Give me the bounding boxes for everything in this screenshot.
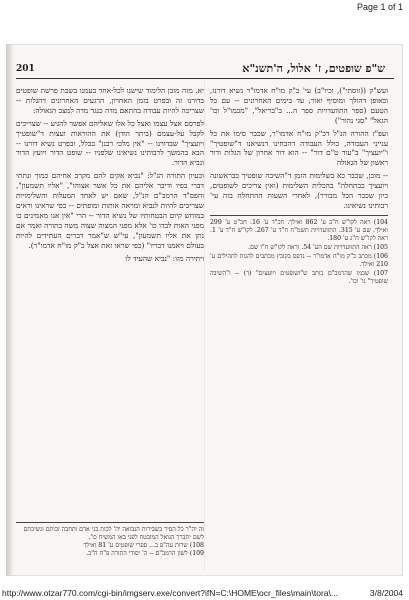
page-binding-shadow (6, 44, 14, 576)
footnote: זה יה"ר כל הסיר בשבירות הנבואה יה' לכות בני אדם ותחבה זכותם ונשיכתם לשם יתברך הגואל המובטח לפני באו המשיח כו'. (23, 526, 204, 541)
footnote: 104) ראה לקו"ש ח"ב ע' 862 ואילך. חכ"ד ע' 16. חכ"ט ע' 299 ואילך. שם ע' 315. התוועדויות תשמ"ח ח"ד ע' 267. לקו"ש ח"ד ע' 1. ראה לקו"ש ח"ג ע' 180. (210, 218, 388, 242)
page-of-indicator: Page 1 of 1 (356, 2, 403, 12)
footnote: 109) לשון הרמב"ם -- ה' יסודי התורה פ"ח ה"ב. (86, 550, 204, 557)
left-footnotes (16, 526, 204, 566)
print-date: 3/8/2004 (369, 588, 403, 598)
right-paragraph: ועש"ק ((זוסתי"), וכיו"ב) עי' כ"ק מו"ח אדמו"ר נשיא דורנו, ובאופן דהולך ומוסיף ואור, עד בימים האחרונים -- עם כל הטעם (ספר התוועדויות ספר ה... ב"בריאל", "מכמו"ל וכו' הגאל" "סגי נהור") (210, 86, 388, 125)
left-paragraph: יא. מזה מובן הלימוד שישנו לכל-אחד בעמנו בשבת פרשת שופטים בדורנו זה ובפרט בזמן האחרון, הרגעים האחרונים דהגלות -- שצריכה להיות עבודה בהתאם מדה כנגד מדה למצב הגאולה: (16, 86, 204, 115)
right-footnotes (210, 219, 388, 286)
footnote: 108) שרות עה"פ ב... ספרי שופטים ע' 81 ואילך (83, 542, 204, 549)
right-column (210, 86, 388, 551)
left-paragraph: לפרסם אצל עצמו ואצל כל אלו שאליהם אפשר להגיע -- שצריכים לקבל על-עצמם (ביתר הודן) את ההוראות ועצות ד"שופטיך ויועציך" שבדורנו -- "אין מלכי רבנן" בכלל, ובפרט נשיא דורנו -- הבא בהמשך לרבותינו נשיאינו שלפניו -- שופט הדור ויועץ הדור ונביא הדור. (16, 118, 204, 168)
footnote: 105) ראה התוועדויות שם הע' 54. וראה לקו"ש ח"ו שם. (248, 243, 388, 251)
page-header: ש"פ שופטים, ז' אלול, ה'תשנ"א (242, 62, 385, 75)
header-rule (16, 78, 394, 79)
right-paragraph: -- מובן, שכבר כא בשלימות הזמן ד"השיבה שופטיך כבראשונה ויועציך כבתחלה" בהכלית השלימות (ואין צריכים לשופטים, כיון שכבר הכל מבורר), לאחרי השעות ההתחלה בזה עי' רבותינו נשיאינו. (210, 171, 388, 210)
left-column (16, 86, 204, 518)
page-url: http://www.otzar770.com/cgi-bin/imgserv.exe/convert?ifN=C:\HOME\ocr_files\main\tora\... (2, 588, 338, 598)
page-number: 201 (16, 64, 35, 74)
footnote: 107) שכמו שהרמב"ם כותב ש"ושופטים ויועצים" (ד) -- ו"השיבה שופטיך" גו' וכו'. (210, 269, 388, 285)
right-paragraph: ועפ"ז ההורה הנ"ל דכ"ק מו"ח אדמו"ר, שכבר סימו את כל ענייני העבודה, כולל העבודה דהבחינו דנשיאנו ד"שופטיך" ו"יועציך" ב"עוד ט"ם דור" -- הוא דור אחרון של הגלות ודור ראשון של הגאולה (210, 128, 388, 168)
left-paragraph: ויתירה מזו: "נביא שהעיד לו (125, 253, 204, 263)
footnote-rule (210, 215, 388, 216)
column-gutter (204, 80, 205, 570)
footnote: 106) מכתב כ"ק מו"ח אדמו"ר -- נדפס בקובץ מכתבים להגות לתהילים ע' 210 ואילך. (210, 252, 388, 268)
footnote-rule (16, 522, 204, 523)
left-paragraph: וכעיון התורה הנ"ל: "נביא אקים להם מקרב אחיהם כמוך ונתתי דברי בפיו ודיבר אליהם את כל אשר אצוהו", "אליו תשמעון", והפס"ד הרמב"ם הנ"ל, שאם יש לאחד המעלות והשלימויות שצריכים להיות לנביא ומראה אותות ומופתים -- כפי שראינו וראים במוחש קיום הבטחותיו של נשיא הדור -- הרי "אין אנו מאמינים בו מפני האות לבדו כו' אלא מפני המצוה שצוה משה בתורה ואמר אם נתן את אליו תשמעון", עי"ש ש"אמר דברים העתידים להיות בעולם ויאמנו דבריו" (כפי שראו זאת אצל כ"ק מו"ח אדמו"ר). (16, 171, 204, 250)
